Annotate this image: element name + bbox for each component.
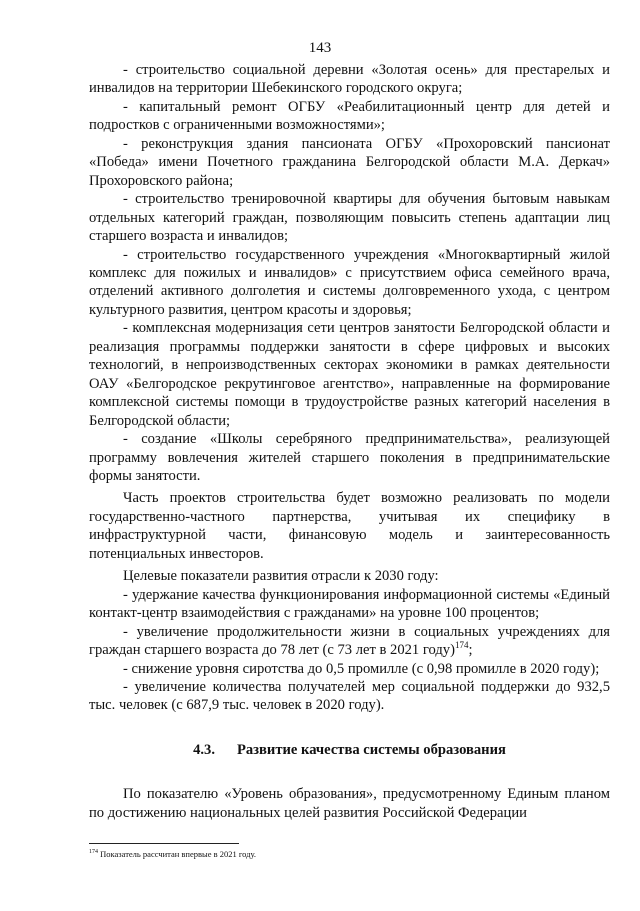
list-item: - строительство тренировочной квартиры для обучения бытовым навыкам отдельных категорий граждан, позволяющим повысить степень адаптации лиц старшего возраста и инвалидов;	[89, 191, 610, 245]
footnote-reference[interactable]: 174	[454, 640, 469, 651]
footnote-text: Показатель рассчитан впервые в 2021 году.	[100, 849, 257, 859]
list-item: - удержание качества функционирования информационной системы «Единый контакт-центр взаимодействия с гражданами» на уровне 100 процентов;	[89, 586, 610, 622]
page-body	[89, 61, 610, 822]
page-number: 143	[308, 40, 332, 56]
footnote-divider	[89, 843, 239, 844]
list-item: - реконструкция здания пансионата ОГБУ «Прохоровский пансионат «Победа» имени Почетного гражданина Белгородской области М.А. Деркач» Прохоровского района;	[89, 135, 610, 189]
list-item: - создание «Школы серебряного предпринимательства», реализующей программу вовлечения жителей старшего поколения в предпринимательские формы занятости.	[89, 431, 610, 484]
list-item-tail: ;	[468, 642, 473, 659]
section-heading	[89, 741, 610, 759]
list-item-text: - увеличение продолжительности жизни в социальных учреждениях для граждан старшего возраста до 78 лет (с 73 лет в 2021 году)	[89, 623, 610, 659]
list-item: - комплексная модернизация сети центров занятости Белгородской области и реализация программы поддержки занятости в сфере цифровых и высоких технологий, в непроизводственных секторах экономики в рамках деятельности ОАУ «Белгородское рекрутинговое агентство», направленные на формирование комплексной системы помощи в трудоустройстве разных категорий населения в Белгородской области;	[89, 320, 610, 429]
paragraph: По показателю «Уровень образования», предусмотренному Единым планом по достижению национальных целей развития Российской Федерации	[89, 786, 610, 821]
section-title: Развитие качества системы образования	[236, 741, 506, 758]
list-item: - капитальный ремонт ОГБУ «Реабилитационный центр для детей и подростков с ограниченными возможностями»;	[89, 98, 610, 134]
list-item: - строительство социальной деревни «Золотая осень» для престарелых и инвалидов на территории Шебекинского городского округа;	[89, 62, 610, 97]
list-item: - строительство государственного учреждения «Многоквартирный жилой комплекс для пожилых и инвалидов» с присутствием офиса семейного врача, отделений активного долголетия и системы долговременного ухода, с центром культурного развития, центром красоты и здоровья;	[89, 246, 610, 318]
list-item: - увеличение количества получателей мер социальной поддержки до 932,5 тыс. человек (с 687,9 тыс. человек в 2020 году).	[89, 678, 610, 714]
footnote	[89, 849, 609, 860]
list-item: - снижение уровня сиротства до 0,5 промилле (с 0,98 промилле в 2020 году);	[123, 660, 600, 677]
paragraph: Часть проектов строительства будет возможно реализовать по модели государственно-частного партнерства, учитывая их специфику в инфраструктурной части, финансовую модель и заинтересованность потенциальных инвесторов.	[89, 490, 610, 562]
paragraph: Целевые показатели развития отрасли к 2030 году:	[123, 568, 439, 585]
section-number: 4.3.	[193, 741, 215, 758]
footnote-number: 174	[89, 849, 98, 856]
list-item	[89, 623, 610, 660]
